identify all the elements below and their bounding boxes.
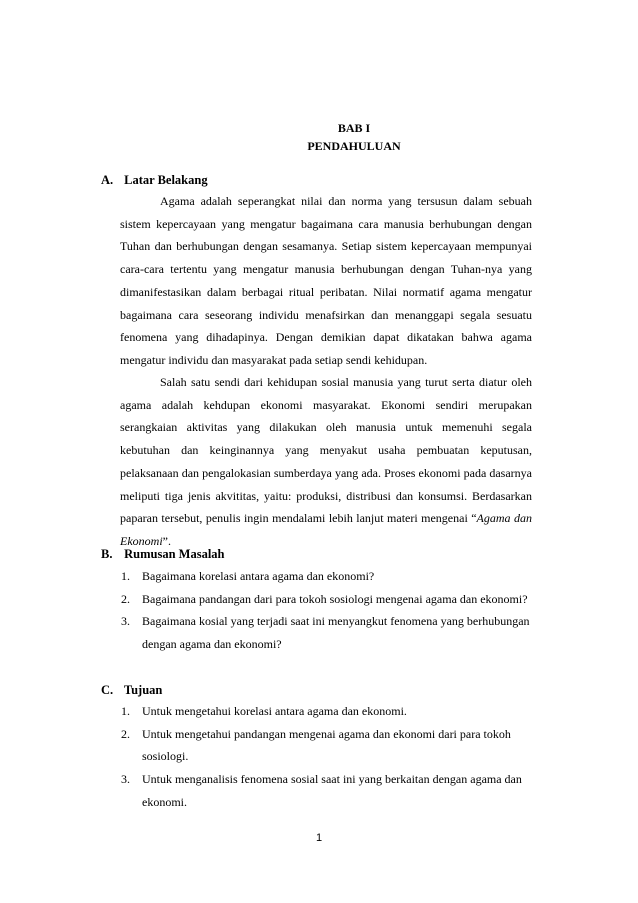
objectives-list (121, 700, 541, 814)
section-a-paragraph-1: Agama adalah seperangkat nilai dan norma yang tersusun dalam sebuah sistem kepercayaan yang mengatur bagaimana cara manusia berhubungan dengan Tuhan dan berhubungan dengan sesamanya. Setiap sistem kepercayaan mempunyai cara-cara tertentu yang mengatur manusia berhubungan dengan Tuhan-nya yang dimanifestasikan dalam berbagai ritual peribatan. Nilai normatif agama mengatur bagaimana cara seseorang individu menafsirkan dan menanggapi segala sesuatu fenomena yang dihadapinya. Dengan demikian dapat dikatakan bahwa agama mengatur individu dan masyarakat pada setiap sendi kehidupan. (120, 194, 532, 367)
section-a-heading (101, 170, 208, 190)
research-questions-list (121, 565, 541, 656)
section-c-letter: C. (101, 683, 114, 697)
list-item-number: 2. (121, 726, 130, 741)
list-item-number: 3. (121, 772, 130, 787)
list-item-text: Bagaimana pandangan dari para tokoh sosiologi mengenai agama dan ekonomi? (142, 591, 528, 606)
list-item (121, 565, 541, 588)
list-item-number: 1. (121, 569, 130, 583)
chapter-heading (0, 119, 638, 155)
list-item (121, 588, 541, 611)
list-item (121, 700, 541, 723)
section-a-letter: A. (101, 173, 114, 187)
section-b-title: Rumusan Masalah (124, 547, 225, 561)
section-a-title: Latar Belakang (124, 173, 208, 187)
paragraph-2-text: Salah satu sendi dari kehidupan sosial manusia yang turut serta diatur oleh agama adalah kehdupan ekonomi masyarakat. Ekonomi sendiri merupakan serangkaian aktivitas yang dilakukan oleh manusia untuk memenuhi segala kebutuhan dan keinginannya yang menyakut usaha pembuatan keputusan, pelaksanaan dan pengalokasian sumberdaya yang ada. Proses ekonomi pada dasarnya meliputi tiga jenis akvititas, yaitu: produksi, distribusi dan konsumsi. Berdasarkan paparan tersebut, penulis ingin mendalami lebih lanjut materi mengenai “ (120, 375, 532, 526)
paragraph-2-closing: ”. (162, 533, 171, 548)
list-item-number: 3. (121, 614, 130, 629)
section-a-paragraph-2 (120, 371, 532, 553)
list-item (121, 723, 541, 768)
chapter-number: BAB I (337, 121, 371, 135)
list-item-number: 1. (121, 704, 130, 718)
chapter-title: PENDAHULUAN (307, 139, 401, 153)
paragraph-2-italic-title: Agama dan Ekonomi (120, 511, 532, 548)
list-item (121, 768, 541, 813)
section-b-letter: B. (101, 547, 113, 561)
section-c-title: Tujuan (123, 683, 163, 697)
list-item-text: Untuk mengetahui korelasi antara agama dan ekonomi. (142, 704, 407, 718)
page-number: 1 (315, 832, 323, 844)
list-item-number: 2. (121, 591, 130, 606)
list-item-text: Bagaimana korelasi antara agama dan ekonomi? (142, 569, 375, 583)
list-item (121, 610, 541, 655)
list-item-text: Untuk mengetahui pandangan mengenai agama dan ekonomi dari para tokoh sosiologi. (142, 726, 511, 764)
section-c-heading (101, 680, 162, 700)
list-item-text: Untuk menganalisis fenomena sosial saat ini yang berkaitan dengan agama dan ekonomi. (142, 772, 522, 809)
section-b-heading (101, 544, 225, 564)
list-item-text: Bagaimana kosial yang terjadi saat ini menyangkut fenomena yang berhubungan dengan agama dan ekonomi? (142, 614, 530, 652)
